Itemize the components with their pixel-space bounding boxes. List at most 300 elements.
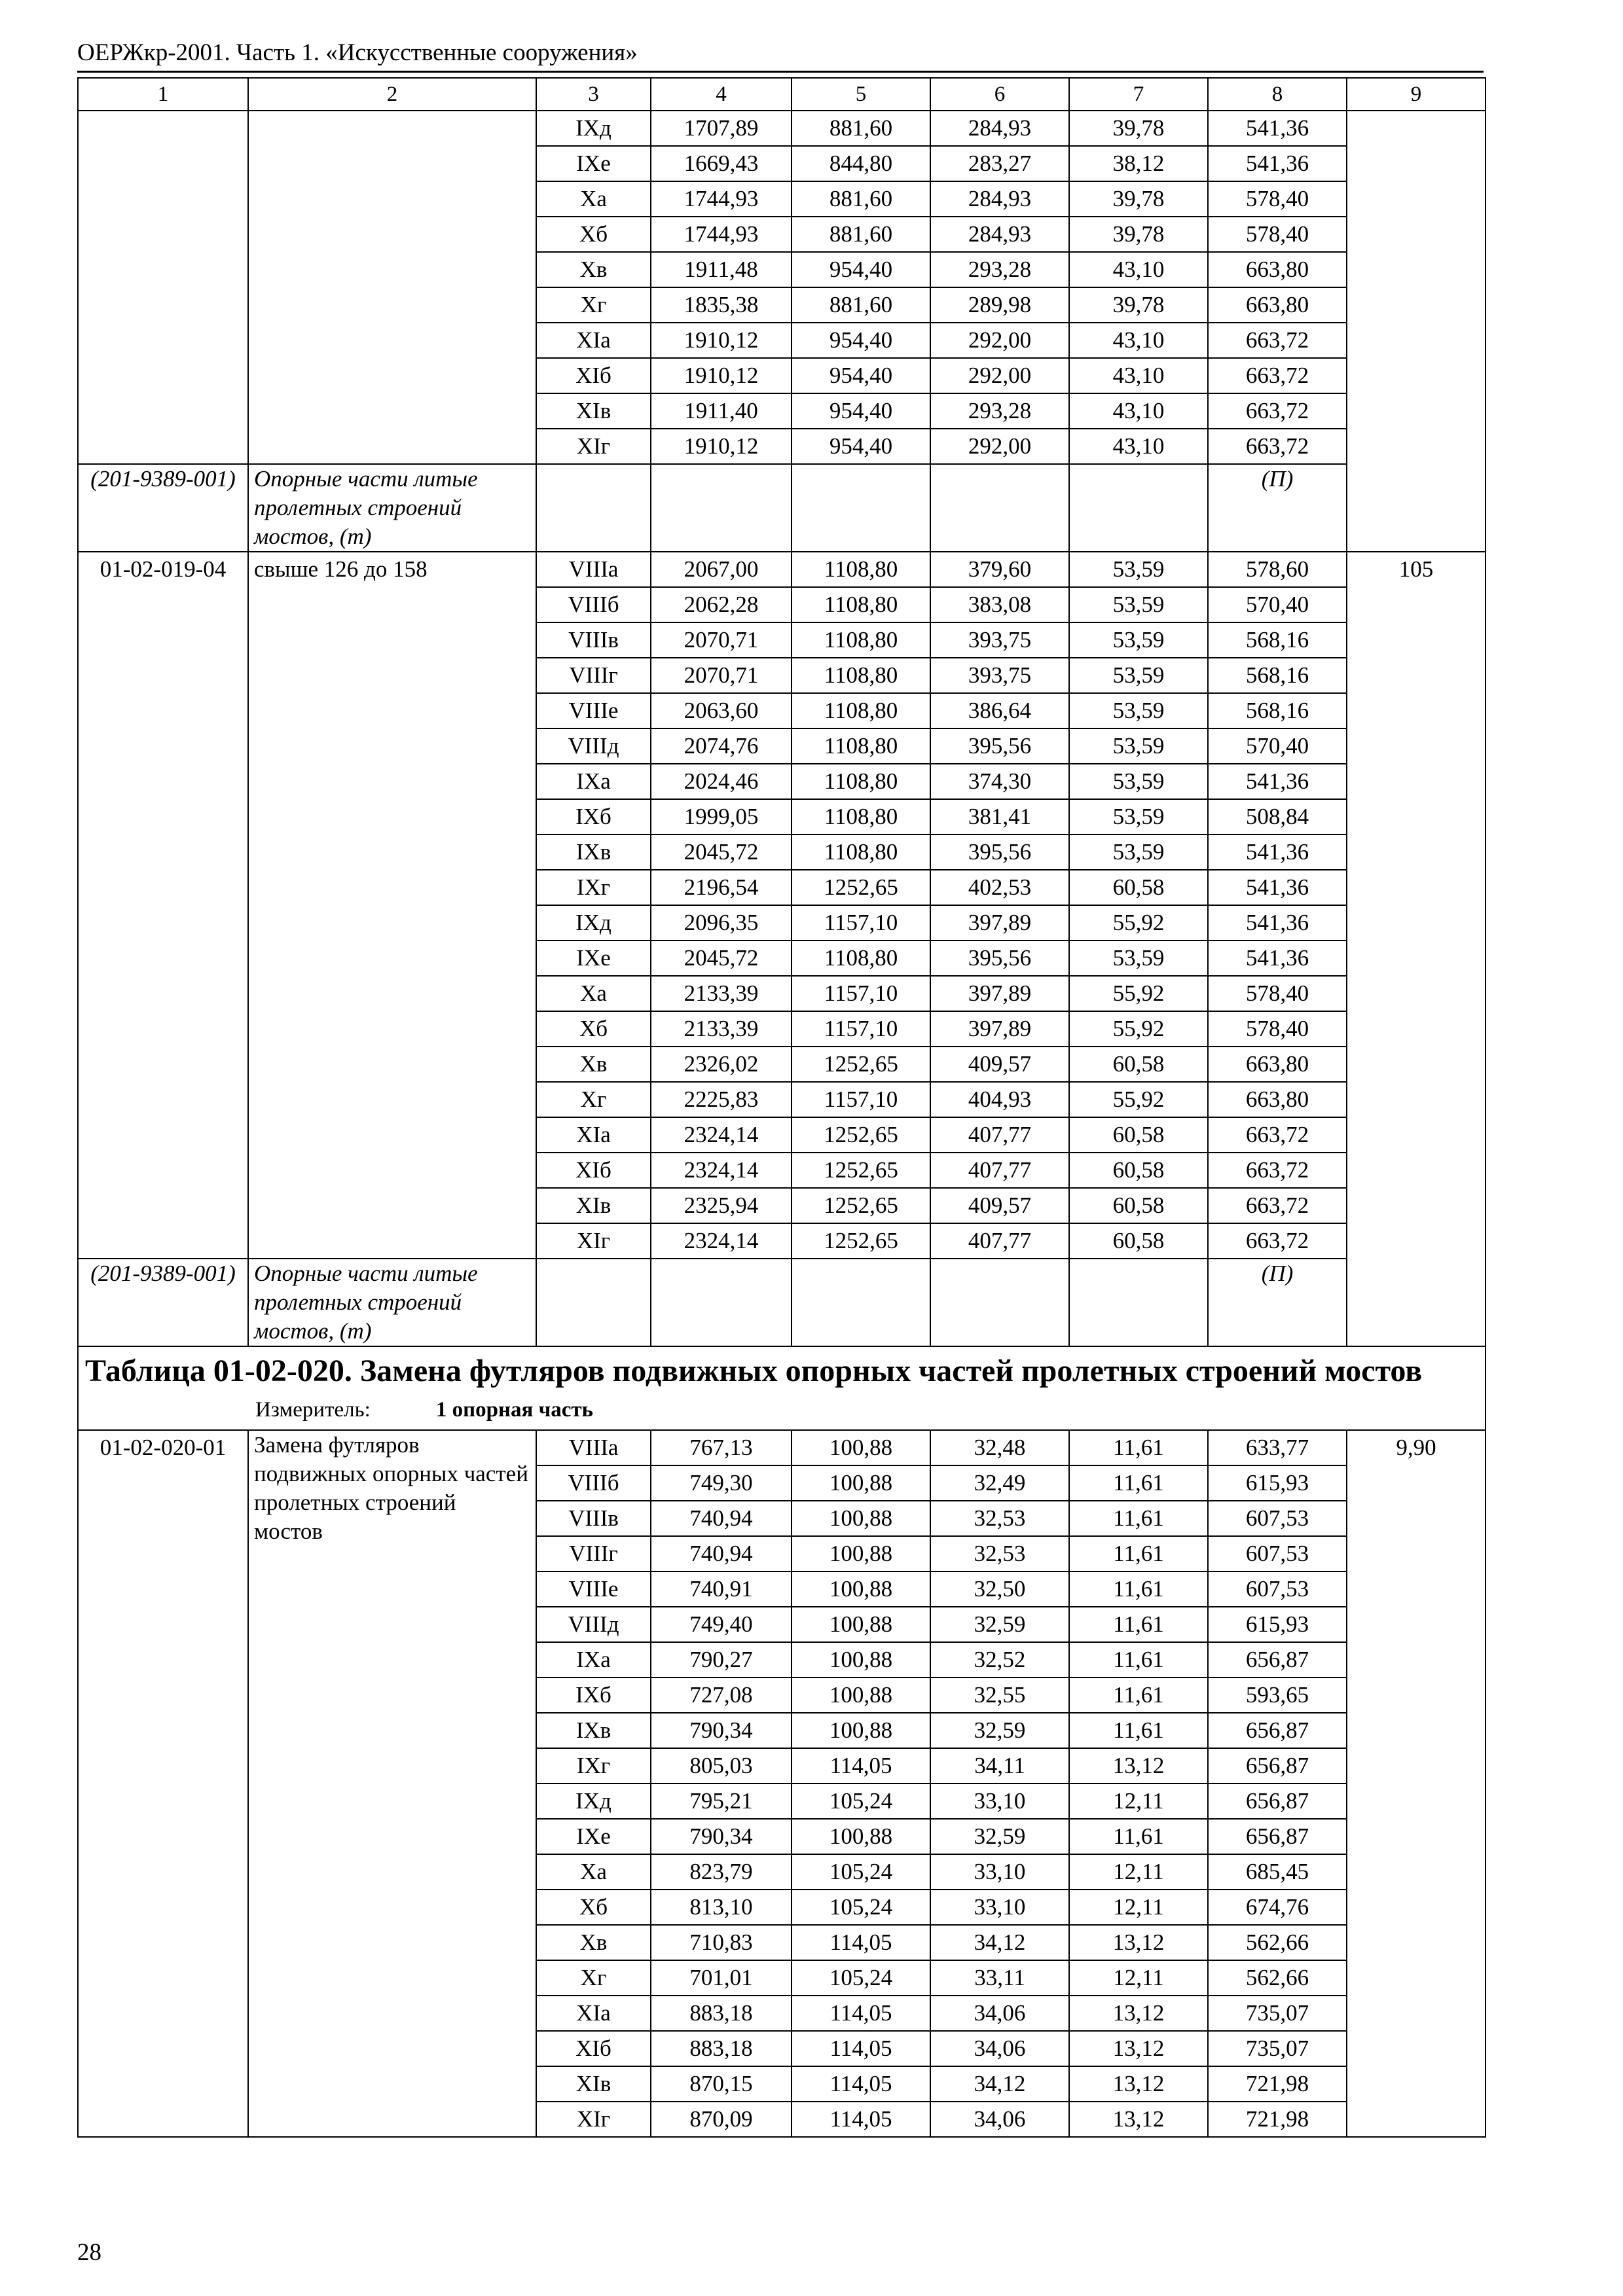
wages-cell: 881,60 [792, 181, 930, 217]
total-cost-cell: 1911,40 [651, 393, 792, 429]
machinist-wages-cell: 43,10 [1069, 358, 1208, 393]
category-cell: IXв [536, 1713, 651, 1748]
total-cost-cell: 749,30 [651, 1465, 792, 1501]
category-cell: IXг [536, 1748, 651, 1784]
wages-cell: 1252,65 [792, 1223, 930, 1259]
wages-cell: 105,24 [792, 1960, 930, 1996]
category-cell: XIв [536, 2066, 651, 2102]
total-cost-cell: 727,08 [651, 1677, 792, 1713]
category-cell: XIб [536, 358, 651, 393]
materials-cell: 568,16 [1208, 622, 1347, 658]
total-cost-cell: 2045,72 [651, 941, 792, 976]
materials-cell: 541,36 [1208, 870, 1347, 905]
wages-cell: 1108,80 [792, 693, 930, 728]
materials-cell: 663,72 [1208, 1117, 1347, 1153]
total-cost-cell: 2324,14 [651, 1223, 792, 1259]
category-cell: Xг [536, 1082, 651, 1117]
wages-cell: 105,24 [792, 1890, 930, 1925]
machinist-wages-cell: 53,59 [1069, 764, 1208, 799]
machines-cell: 34,06 [930, 2102, 1069, 2137]
machines-cell: 397,89 [930, 905, 1069, 941]
material-source-row [78, 1259, 1486, 1346]
total-cost-cell: 2096,35 [651, 905, 792, 941]
material-description: Опорные части литые пролетных строений мостов, (т) [248, 1259, 536, 1346]
materials-cell: 562,66 [1208, 1925, 1347, 1960]
wages-cell: 1157,10 [792, 1082, 930, 1117]
wages-cell: 114,05 [792, 1925, 930, 1960]
machinist-wages-cell: 55,92 [1069, 1011, 1208, 1047]
material-description: Опорные части литые пролетных строений мостов, (т) [248, 464, 536, 552]
column-number: 7 [1069, 78, 1208, 111]
materials-cell: 721,98 [1208, 2102, 1347, 2137]
machines-cell: 397,89 [930, 976, 1069, 1011]
category-cell: IXд [536, 1784, 651, 1819]
category-cell: VIIIа [536, 1430, 651, 1465]
machines-cell: 395,56 [930, 728, 1069, 764]
empty-cell [930, 464, 1069, 552]
wages-cell: 954,40 [792, 252, 930, 287]
materials-cell: 541,36 [1208, 905, 1347, 941]
column-number: 5 [792, 78, 930, 111]
meter-value: 1 опорная часть [435, 1398, 594, 1422]
machines-cell: 34,12 [930, 1925, 1069, 1960]
wages-cell: 1108,80 [792, 799, 930, 834]
wages-cell: 954,40 [792, 358, 930, 393]
labor-cell [1347, 111, 1486, 552]
machinist-wages-cell: 11,61 [1069, 1642, 1208, 1677]
column-number: 9 [1347, 78, 1486, 111]
total-cost-cell: 2324,14 [651, 1153, 792, 1188]
materials-cell: 663,80 [1208, 1082, 1347, 1117]
materials-cell: 663,72 [1208, 1188, 1347, 1223]
machines-cell: 292,00 [930, 429, 1069, 464]
column-number-row [78, 78, 1486, 111]
materials-cell: 607,53 [1208, 1536, 1347, 1571]
total-cost-cell: 767,13 [651, 1430, 792, 1465]
total-cost-cell: 1707,89 [651, 111, 792, 146]
section-header [78, 1346, 1486, 1430]
machinist-wages-cell: 43,10 [1069, 252, 1208, 287]
table-body [78, 78, 1486, 2137]
wages-cell: 1108,80 [792, 658, 930, 693]
material-source-row [78, 464, 1486, 552]
wages-cell: 1157,10 [792, 976, 930, 1011]
category-cell: XIа [536, 1996, 651, 2031]
total-cost-cell: 790,34 [651, 1713, 792, 1748]
empty-cell [536, 1259, 651, 1346]
machines-cell: 284,93 [930, 217, 1069, 252]
wages-cell: 1108,80 [792, 622, 930, 658]
machinist-wages-cell: 12,11 [1069, 1784, 1208, 1819]
materials-cell: 541,36 [1208, 146, 1347, 181]
machines-cell: 33,10 [930, 1854, 1069, 1890]
total-cost-cell: 1910,12 [651, 358, 792, 393]
machines-cell: 34,12 [930, 2066, 1069, 2102]
empty-cell [1069, 464, 1208, 552]
machines-cell: 283,27 [930, 146, 1069, 181]
material-code: (201-9389-001) [78, 464, 248, 552]
total-cost-cell: 1999,05 [651, 799, 792, 834]
total-cost-cell: 1835,38 [651, 287, 792, 323]
machinist-wages-cell: 55,92 [1069, 1082, 1208, 1117]
material-note: (П) [1208, 1259, 1347, 1346]
machinist-wages-cell: 60,58 [1069, 1047, 1208, 1082]
machinist-wages-cell: 43,10 [1069, 323, 1208, 358]
material-note: (П) [1208, 464, 1347, 552]
machinist-wages-cell: 53,59 [1069, 622, 1208, 658]
materials-cell: 656,87 [1208, 1713, 1347, 1748]
total-cost-cell: 1744,93 [651, 217, 792, 252]
materials-cell: 735,07 [1208, 2031, 1347, 2066]
machines-cell: 381,41 [930, 799, 1069, 834]
category-cell: XIа [536, 1117, 651, 1153]
machines-cell: 409,57 [930, 1047, 1069, 1082]
total-cost-cell: 2070,71 [651, 622, 792, 658]
category-cell: IXд [536, 905, 651, 941]
materials-cell: 568,16 [1208, 693, 1347, 728]
materials-cell: 735,07 [1208, 1996, 1347, 2031]
machines-cell: 32,50 [930, 1571, 1069, 1607]
materials-cell: 578,40 [1208, 976, 1347, 1011]
column-number: 1 [78, 78, 248, 111]
category-cell: VIIIг [536, 658, 651, 693]
machines-cell: 402,53 [930, 870, 1069, 905]
total-cost-cell: 1910,12 [651, 323, 792, 358]
category-cell: IXг [536, 870, 651, 905]
materials-cell: 578,40 [1208, 217, 1347, 252]
wages-cell: 1108,80 [792, 728, 930, 764]
materials-cell: 570,40 [1208, 587, 1347, 622]
machines-cell: 393,75 [930, 658, 1069, 693]
machines-cell: 32,49 [930, 1465, 1069, 1501]
machinist-wages-cell: 39,78 [1069, 287, 1208, 323]
machinist-wages-cell: 43,10 [1069, 393, 1208, 429]
category-cell: IXв [536, 834, 651, 870]
wages-cell: 100,88 [792, 1465, 930, 1501]
machinist-wages-cell: 53,59 [1069, 552, 1208, 587]
category-cell: Xг [536, 287, 651, 323]
machinist-wages-cell: 13,12 [1069, 2031, 1208, 2066]
machines-cell: 292,00 [930, 323, 1069, 358]
materials-cell: 578,60 [1208, 552, 1347, 587]
machinist-wages-cell: 39,78 [1069, 111, 1208, 146]
total-cost-cell: 2074,76 [651, 728, 792, 764]
machinist-wages-cell: 12,11 [1069, 1960, 1208, 1996]
category-cell: VIIIб [536, 1465, 651, 1501]
wages-cell: 1108,80 [792, 834, 930, 870]
document-header: ОЕРЖкр-2001. Часть 1. «Искусственные сооружения» [77, 37, 1484, 73]
materials-cell: 541,36 [1208, 834, 1347, 870]
materials-cell: 615,93 [1208, 1465, 1347, 1501]
machines-cell: 32,52 [930, 1642, 1069, 1677]
machinist-wages-cell: 55,92 [1069, 976, 1208, 1011]
wages-cell: 1252,65 [792, 1117, 930, 1153]
machines-cell: 397,89 [930, 1011, 1069, 1047]
code-cell [78, 111, 248, 464]
total-cost-cell: 870,09 [651, 2102, 792, 2137]
total-cost-cell: 740,94 [651, 1501, 792, 1536]
column-number: 6 [930, 78, 1069, 111]
empty-cell [1069, 1259, 1208, 1346]
category-cell: Xв [536, 1047, 651, 1082]
machines-cell: 34,06 [930, 1996, 1069, 2031]
category-cell: IXе [536, 146, 651, 181]
category-cell: VIIIв [536, 1501, 651, 1536]
wages-cell: 114,05 [792, 2031, 930, 2066]
machinist-wages-cell: 60,58 [1069, 1188, 1208, 1223]
total-cost-cell: 1669,43 [651, 146, 792, 181]
total-cost-cell: 883,18 [651, 1996, 792, 2031]
wages-cell: 114,05 [792, 2066, 930, 2102]
wages-cell: 100,88 [792, 1677, 930, 1713]
total-cost-cell: 2326,02 [651, 1047, 792, 1082]
wages-cell: 954,40 [792, 323, 930, 358]
machinist-wages-cell: 13,12 [1069, 1925, 1208, 1960]
materials-cell: 570,40 [1208, 728, 1347, 764]
column-number: 3 [536, 78, 651, 111]
empty-cell [651, 464, 792, 552]
category-cell: IXб [536, 799, 651, 834]
materials-cell: 656,87 [1208, 1642, 1347, 1677]
category-cell: VIIIв [536, 622, 651, 658]
machinist-wages-cell: 13,12 [1069, 2102, 1208, 2137]
machines-cell: 32,59 [930, 1819, 1069, 1854]
materials-cell: 656,87 [1208, 1819, 1347, 1854]
machinist-wages-cell: 11,61 [1069, 1677, 1208, 1713]
machines-cell: 32,55 [930, 1677, 1069, 1713]
machinist-wages-cell: 11,61 [1069, 1571, 1208, 1607]
machines-cell: 284,93 [930, 181, 1069, 217]
total-cost-cell: 790,34 [651, 1819, 792, 1854]
category-cell: Xа [536, 1854, 651, 1890]
materials-cell: 656,87 [1208, 1784, 1347, 1819]
machinist-wages-cell: 13,12 [1069, 2066, 1208, 2102]
labor-cell: 105 [1347, 552, 1486, 1346]
wages-cell: 1108,80 [792, 552, 930, 587]
materials-cell: 663,72 [1208, 429, 1347, 464]
machinist-wages-cell: 53,59 [1069, 658, 1208, 693]
empty-cell [930, 1259, 1069, 1346]
wages-cell: 114,05 [792, 1996, 930, 2031]
category-cell: IXб [536, 1677, 651, 1713]
materials-cell: 663,80 [1208, 1047, 1347, 1082]
machines-cell: 32,48 [930, 1430, 1069, 1465]
materials-cell: 663,72 [1208, 393, 1347, 429]
category-cell: XIг [536, 1223, 651, 1259]
table-row [78, 552, 1486, 587]
description-cell [248, 111, 536, 464]
table-row [78, 1430, 1486, 1465]
machinist-wages-cell: 53,59 [1069, 941, 1208, 976]
category-cell: XIг [536, 2102, 651, 2137]
total-cost-cell: 2067,00 [651, 552, 792, 587]
total-cost-cell: 710,83 [651, 1925, 792, 1960]
machinist-wages-cell: 43,10 [1069, 429, 1208, 464]
column-number: 8 [1208, 78, 1347, 111]
total-cost-cell: 1911,48 [651, 252, 792, 287]
machines-cell: 395,56 [930, 834, 1069, 870]
machines-cell: 409,57 [930, 1188, 1069, 1223]
materials-cell: 663,72 [1208, 323, 1347, 358]
total-cost-cell: 790,27 [651, 1642, 792, 1677]
machinist-wages-cell: 13,12 [1069, 1748, 1208, 1784]
wages-cell: 1252,65 [792, 1153, 930, 1188]
wages-cell: 881,60 [792, 111, 930, 146]
machinist-wages-cell: 53,59 [1069, 693, 1208, 728]
meter-label: Измеритель: [255, 1398, 371, 1422]
wages-cell: 100,88 [792, 1642, 930, 1677]
category-cell: IXа [536, 1642, 651, 1677]
machines-cell: 33,10 [930, 1784, 1069, 1819]
total-cost-cell: 2024,46 [651, 764, 792, 799]
machines-cell: 293,28 [930, 393, 1069, 429]
category-cell: Xв [536, 1925, 651, 1960]
total-cost-cell: 795,21 [651, 1784, 792, 1819]
machinist-wages-cell: 11,61 [1069, 1536, 1208, 1571]
meter-line [85, 1395, 1478, 1424]
section-header-row [78, 1346, 1486, 1430]
wages-cell: 1108,80 [792, 941, 930, 976]
category-cell: Xг [536, 1960, 651, 1996]
wages-cell: 100,88 [792, 1571, 930, 1607]
total-cost-cell: 1910,12 [651, 429, 792, 464]
materials-cell: 578,40 [1208, 181, 1347, 217]
category-cell: XIв [536, 1188, 651, 1223]
machinist-wages-cell: 11,61 [1069, 1430, 1208, 1465]
wages-cell: 100,88 [792, 1501, 930, 1536]
wages-cell: 105,24 [792, 1784, 930, 1819]
labor-cell: 9,90 [1347, 1430, 1486, 2137]
machinist-wages-cell: 13,12 [1069, 1996, 1208, 2031]
machinist-wages-cell: 11,61 [1069, 1465, 1208, 1501]
total-cost-cell: 749,40 [651, 1607, 792, 1642]
total-cost-cell: 805,03 [651, 1748, 792, 1784]
machines-cell: 386,64 [930, 693, 1069, 728]
category-cell: VIIIб [536, 587, 651, 622]
total-cost-cell: 2133,39 [651, 1011, 792, 1047]
machinist-wages-cell: 53,59 [1069, 834, 1208, 870]
machines-cell: 379,60 [930, 552, 1069, 587]
machinist-wages-cell: 11,61 [1069, 1607, 1208, 1642]
total-cost-cell: 2045,72 [651, 834, 792, 870]
materials-cell: 578,40 [1208, 1011, 1347, 1047]
page-number: 28 [77, 2239, 101, 2266]
category-cell: VIIIе [536, 693, 651, 728]
machinist-wages-cell: 53,59 [1069, 587, 1208, 622]
wages-cell: 100,88 [792, 1536, 930, 1571]
category-cell: XIа [536, 323, 651, 358]
category-cell: Xб [536, 1011, 651, 1047]
machines-cell: 32,59 [930, 1607, 1069, 1642]
wages-cell: 114,05 [792, 2102, 930, 2137]
machinist-wages-cell: 12,11 [1069, 1890, 1208, 1925]
description-cell: свыше 126 до 158 [248, 552, 536, 1259]
total-cost-cell: 2133,39 [651, 976, 792, 1011]
machines-cell: 33,11 [930, 1960, 1069, 1996]
category-cell: VIIIд [536, 728, 651, 764]
materials-cell: 541,36 [1208, 111, 1347, 146]
total-cost-cell: 740,91 [651, 1571, 792, 1607]
category-cell: XIв [536, 393, 651, 429]
materials-cell: 541,36 [1208, 764, 1347, 799]
machines-cell: 32,53 [930, 1536, 1069, 1571]
machines-cell: 289,98 [930, 287, 1069, 323]
category-cell: VIIIг [536, 1536, 651, 1571]
materials-cell: 663,80 [1208, 252, 1347, 287]
machines-cell: 374,30 [930, 764, 1069, 799]
category-cell: XIб [536, 2031, 651, 2066]
wages-cell: 100,88 [792, 1430, 930, 1465]
table-row [78, 111, 1486, 146]
category-cell: Xб [536, 1890, 651, 1925]
machines-cell: 32,53 [930, 1501, 1069, 1536]
machinist-wages-cell: 53,59 [1069, 728, 1208, 764]
category-cell: Xа [536, 181, 651, 217]
wages-cell: 954,40 [792, 393, 930, 429]
machines-cell: 284,93 [930, 111, 1069, 146]
wages-cell: 114,05 [792, 1748, 930, 1784]
machines-cell: 293,28 [930, 252, 1069, 287]
machinist-wages-cell: 39,78 [1069, 217, 1208, 252]
wages-cell: 1252,65 [792, 1188, 930, 1223]
materials-cell: 615,93 [1208, 1607, 1347, 1642]
materials-cell: 568,16 [1208, 658, 1347, 693]
category-cell: VIIIд [536, 1607, 651, 1642]
machines-cell: 395,56 [930, 941, 1069, 976]
machines-cell: 393,75 [930, 622, 1069, 658]
wages-cell: 1108,80 [792, 764, 930, 799]
machinist-wages-cell: 12,11 [1069, 1854, 1208, 1890]
machinist-wages-cell: 39,78 [1069, 181, 1208, 217]
total-cost-cell: 2325,94 [651, 1188, 792, 1223]
wages-cell: 100,88 [792, 1607, 930, 1642]
machinist-wages-cell: 60,58 [1069, 870, 1208, 905]
empty-cell [792, 1259, 930, 1346]
materials-cell: 674,76 [1208, 1890, 1347, 1925]
materials-cell: 607,53 [1208, 1501, 1347, 1536]
total-cost-cell: 2063,60 [651, 693, 792, 728]
category-cell: XIг [536, 429, 651, 464]
total-cost-cell: 883,18 [651, 2031, 792, 2066]
machines-cell: 404,93 [930, 1082, 1069, 1117]
total-cost-cell: 2196,54 [651, 870, 792, 905]
machinist-wages-cell: 60,58 [1069, 1117, 1208, 1153]
machinist-wages-cell: 11,61 [1069, 1501, 1208, 1536]
description-cell: Замена футляров подвижных опорных частей пролетных строений мостов [248, 1430, 536, 2137]
empty-cell [651, 1259, 792, 1346]
materials-cell: 685,45 [1208, 1854, 1347, 1890]
total-cost-cell: 2070,71 [651, 658, 792, 693]
machinist-wages-cell: 60,58 [1069, 1223, 1208, 1259]
materials-cell: 541,36 [1208, 941, 1347, 976]
wages-cell: 1252,65 [792, 870, 930, 905]
materials-cell: 607,53 [1208, 1571, 1347, 1607]
category-cell: IXд [536, 111, 651, 146]
machines-cell: 407,77 [930, 1117, 1069, 1153]
category-cell: Xв [536, 252, 651, 287]
machines-cell: 34,11 [930, 1748, 1069, 1784]
machinist-wages-cell: 11,61 [1069, 1819, 1208, 1854]
empty-cell [536, 464, 651, 552]
materials-cell: 663,72 [1208, 1153, 1347, 1188]
materials-cell: 721,98 [1208, 2066, 1347, 2102]
total-cost-cell: 2062,28 [651, 587, 792, 622]
category-cell: IXе [536, 1819, 651, 1854]
machinist-wages-cell: 60,58 [1069, 1153, 1208, 1188]
machines-cell: 32,59 [930, 1713, 1069, 1748]
category-cell: IXа [536, 764, 651, 799]
materials-cell: 508,84 [1208, 799, 1347, 834]
